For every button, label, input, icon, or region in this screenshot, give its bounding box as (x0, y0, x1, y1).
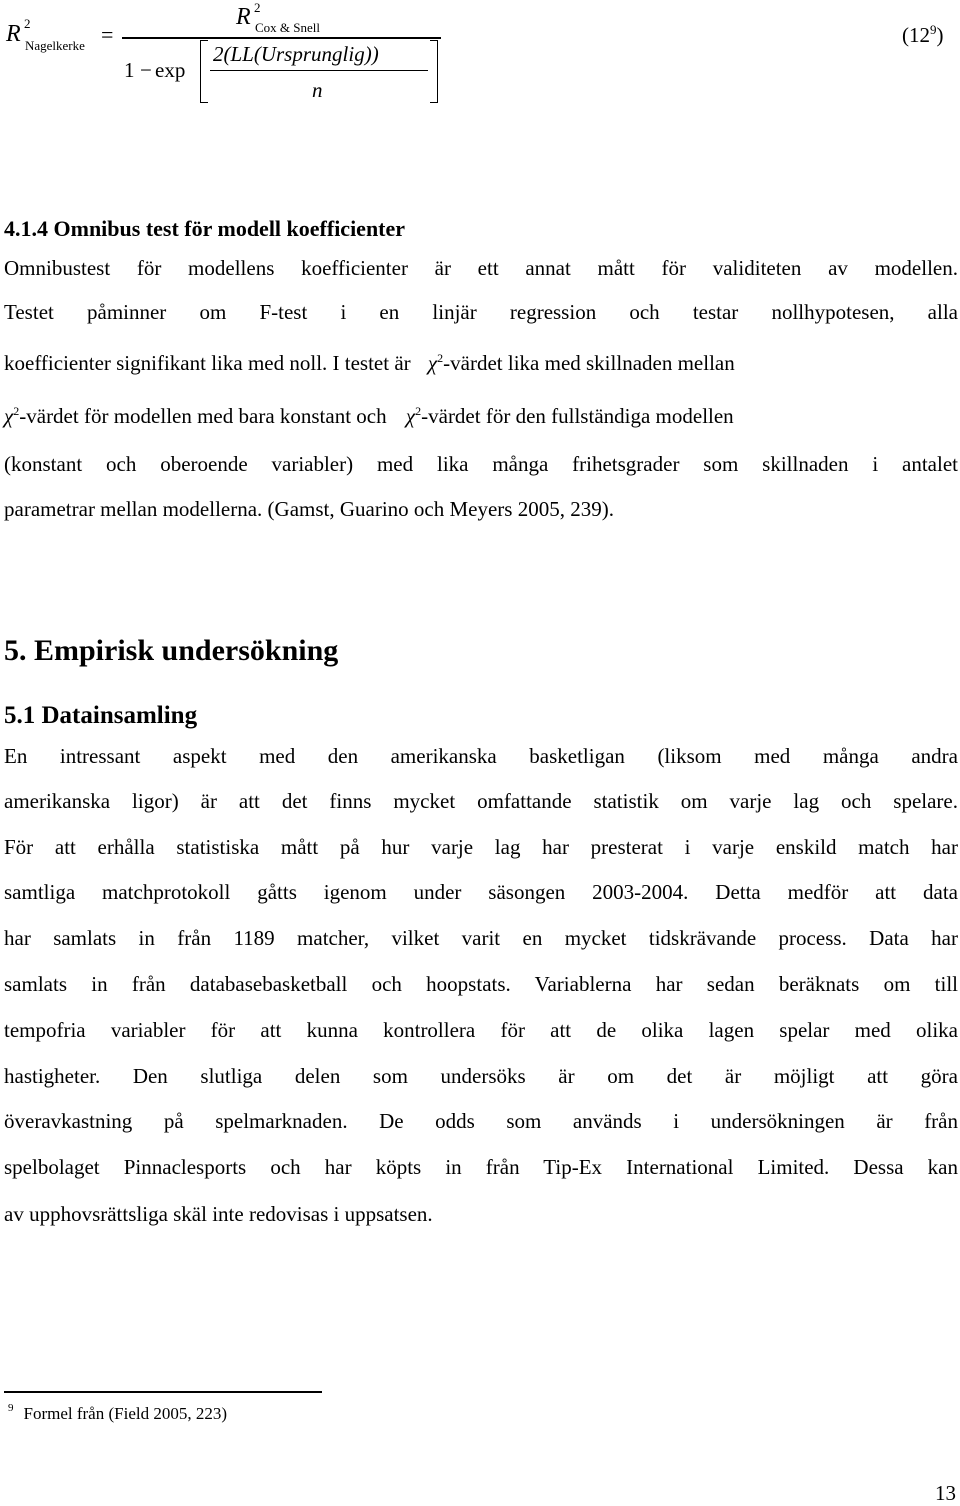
section-51-line-4: samtliga matchprotokoll gåtts igenom under säsongen 2003-2004. Detta medför att data (4, 880, 958, 904)
formula-equals: = (101, 22, 114, 47)
section-414-line-2: Testet påminner om F-test i en linjär regression och testar nollhypotesen, alla (4, 300, 958, 324)
footnote-text: Formel från (Field 2005, 223) (23, 1404, 227, 1423)
footnote-rule (4, 1391, 322, 1393)
chi-square-symbol: $\chi^2$ (405, 404, 422, 428)
section-414-line-6: parametrar mellan modellerna. (Gamst, Guarino och Meyers 2005, 239). (4, 497, 614, 521)
nagelkerke-formula (0, 0, 960, 112)
equation-number-close: ) (936, 23, 944, 47)
chi-square-symbol: $\chi^2$ (4, 404, 20, 428)
section-51-line-3: För att erhålla statistiska mått på hur varje lag har presterat i varje enskild match har (4, 835, 958, 859)
formula-lhs-sub: Nagelkerke (25, 38, 85, 53)
section-51-line-2: amerikanska ligor) är att det finns mycket omfattande statistik om varje lag och spelare. (4, 789, 958, 813)
page-number: 13 (935, 1481, 956, 1505)
formula-right-bracket (430, 40, 438, 103)
formula-fraction-line (122, 37, 441, 39)
section-51-line-8: hastigheter. Den slutliga delen som undersöks är om det är möjligt att göra (4, 1064, 958, 1088)
section-51-heading: 5.1 Datainsamling (4, 702, 198, 729)
line-4-text-b: -värdet för den fullständiga modellen (421, 404, 734, 428)
chi-square-symbol: $\chi^2$ (427, 351, 444, 375)
equation-number-open: (12 (902, 23, 930, 47)
formula-inner-numerator: 2(LL(Ursprunglig)) (213, 42, 379, 66)
section-414-line-5: (konstant och oberoende variabler) med lika många frihetsgrader som skillnaden i antalet (4, 452, 958, 476)
equation-number (902, 22, 944, 48)
section-414-line-3 (4, 345, 958, 376)
section-5-heading: 5. Empirisk undersökning (4, 634, 339, 667)
section-51-line-9: överavkastning på spelmarknaden. De odds som används i undersökningen är från (4, 1109, 958, 1133)
line-3-text-b: -värdet lika med skillnaden mellan (443, 351, 735, 375)
formula-num-sup: 2 (254, 0, 261, 15)
formula-num-sub: Cox & Snell (255, 20, 321, 35)
section-51-line-1: En intressant aspekt med den amerikanska basketligan (liksom med många andra (4, 744, 958, 768)
line-4-text-a: -värdet för modellen med bara konstant och (19, 404, 387, 428)
section-51-line-11: av upphovsrättsliga skäl inte redovisas i uppsatsen. (4, 1202, 433, 1226)
formula-den-minus: − (140, 58, 152, 82)
formula-left-bracket (200, 40, 208, 103)
formula-inner-line (210, 70, 428, 71)
section-414-heading: 4.1.4 Omnibus test för modell koefficienter (4, 216, 406, 241)
formula-num-symbol: R (236, 4, 251, 30)
section-414-line-1: Omnibustest för modellens koefficienter är ett annat mått för validiteten av modellen. (4, 256, 958, 280)
formula-lhs-symbol: R (6, 21, 21, 47)
footnote (8, 1402, 227, 1424)
section-51-line-10: spelbolaget Pinnaclesports och har köpts in från Tip-Ex International Limited. Dessa kan (4, 1155, 958, 1179)
formula-lhs-sup: 2 (24, 16, 31, 31)
section-414-line-4 (4, 398, 958, 429)
formula-den-one: 1 (124, 58, 135, 82)
section-51-line-7: tempofria variabler för att kunna kontrollera för att de olika lagen spelar med olika (4, 1018, 958, 1042)
equation-footnote-ref: 9 (930, 22, 937, 37)
formula-den-exp: exp (155, 58, 186, 82)
line-3-text-a: koefficienter signifikant lika med noll. I testet är (4, 351, 411, 375)
formula-inner-denominator: n (312, 78, 323, 102)
footnote-mark: 9 (8, 1402, 14, 1414)
section-51-line-6: samlats in från databasebasketball och hoopstats. Variablerna har sedan beräknats om till (4, 972, 958, 996)
section-51-line-5: har samlats in från 1189 matcher, vilket varit en mycket tidskrävande process. Data har (4, 926, 958, 950)
